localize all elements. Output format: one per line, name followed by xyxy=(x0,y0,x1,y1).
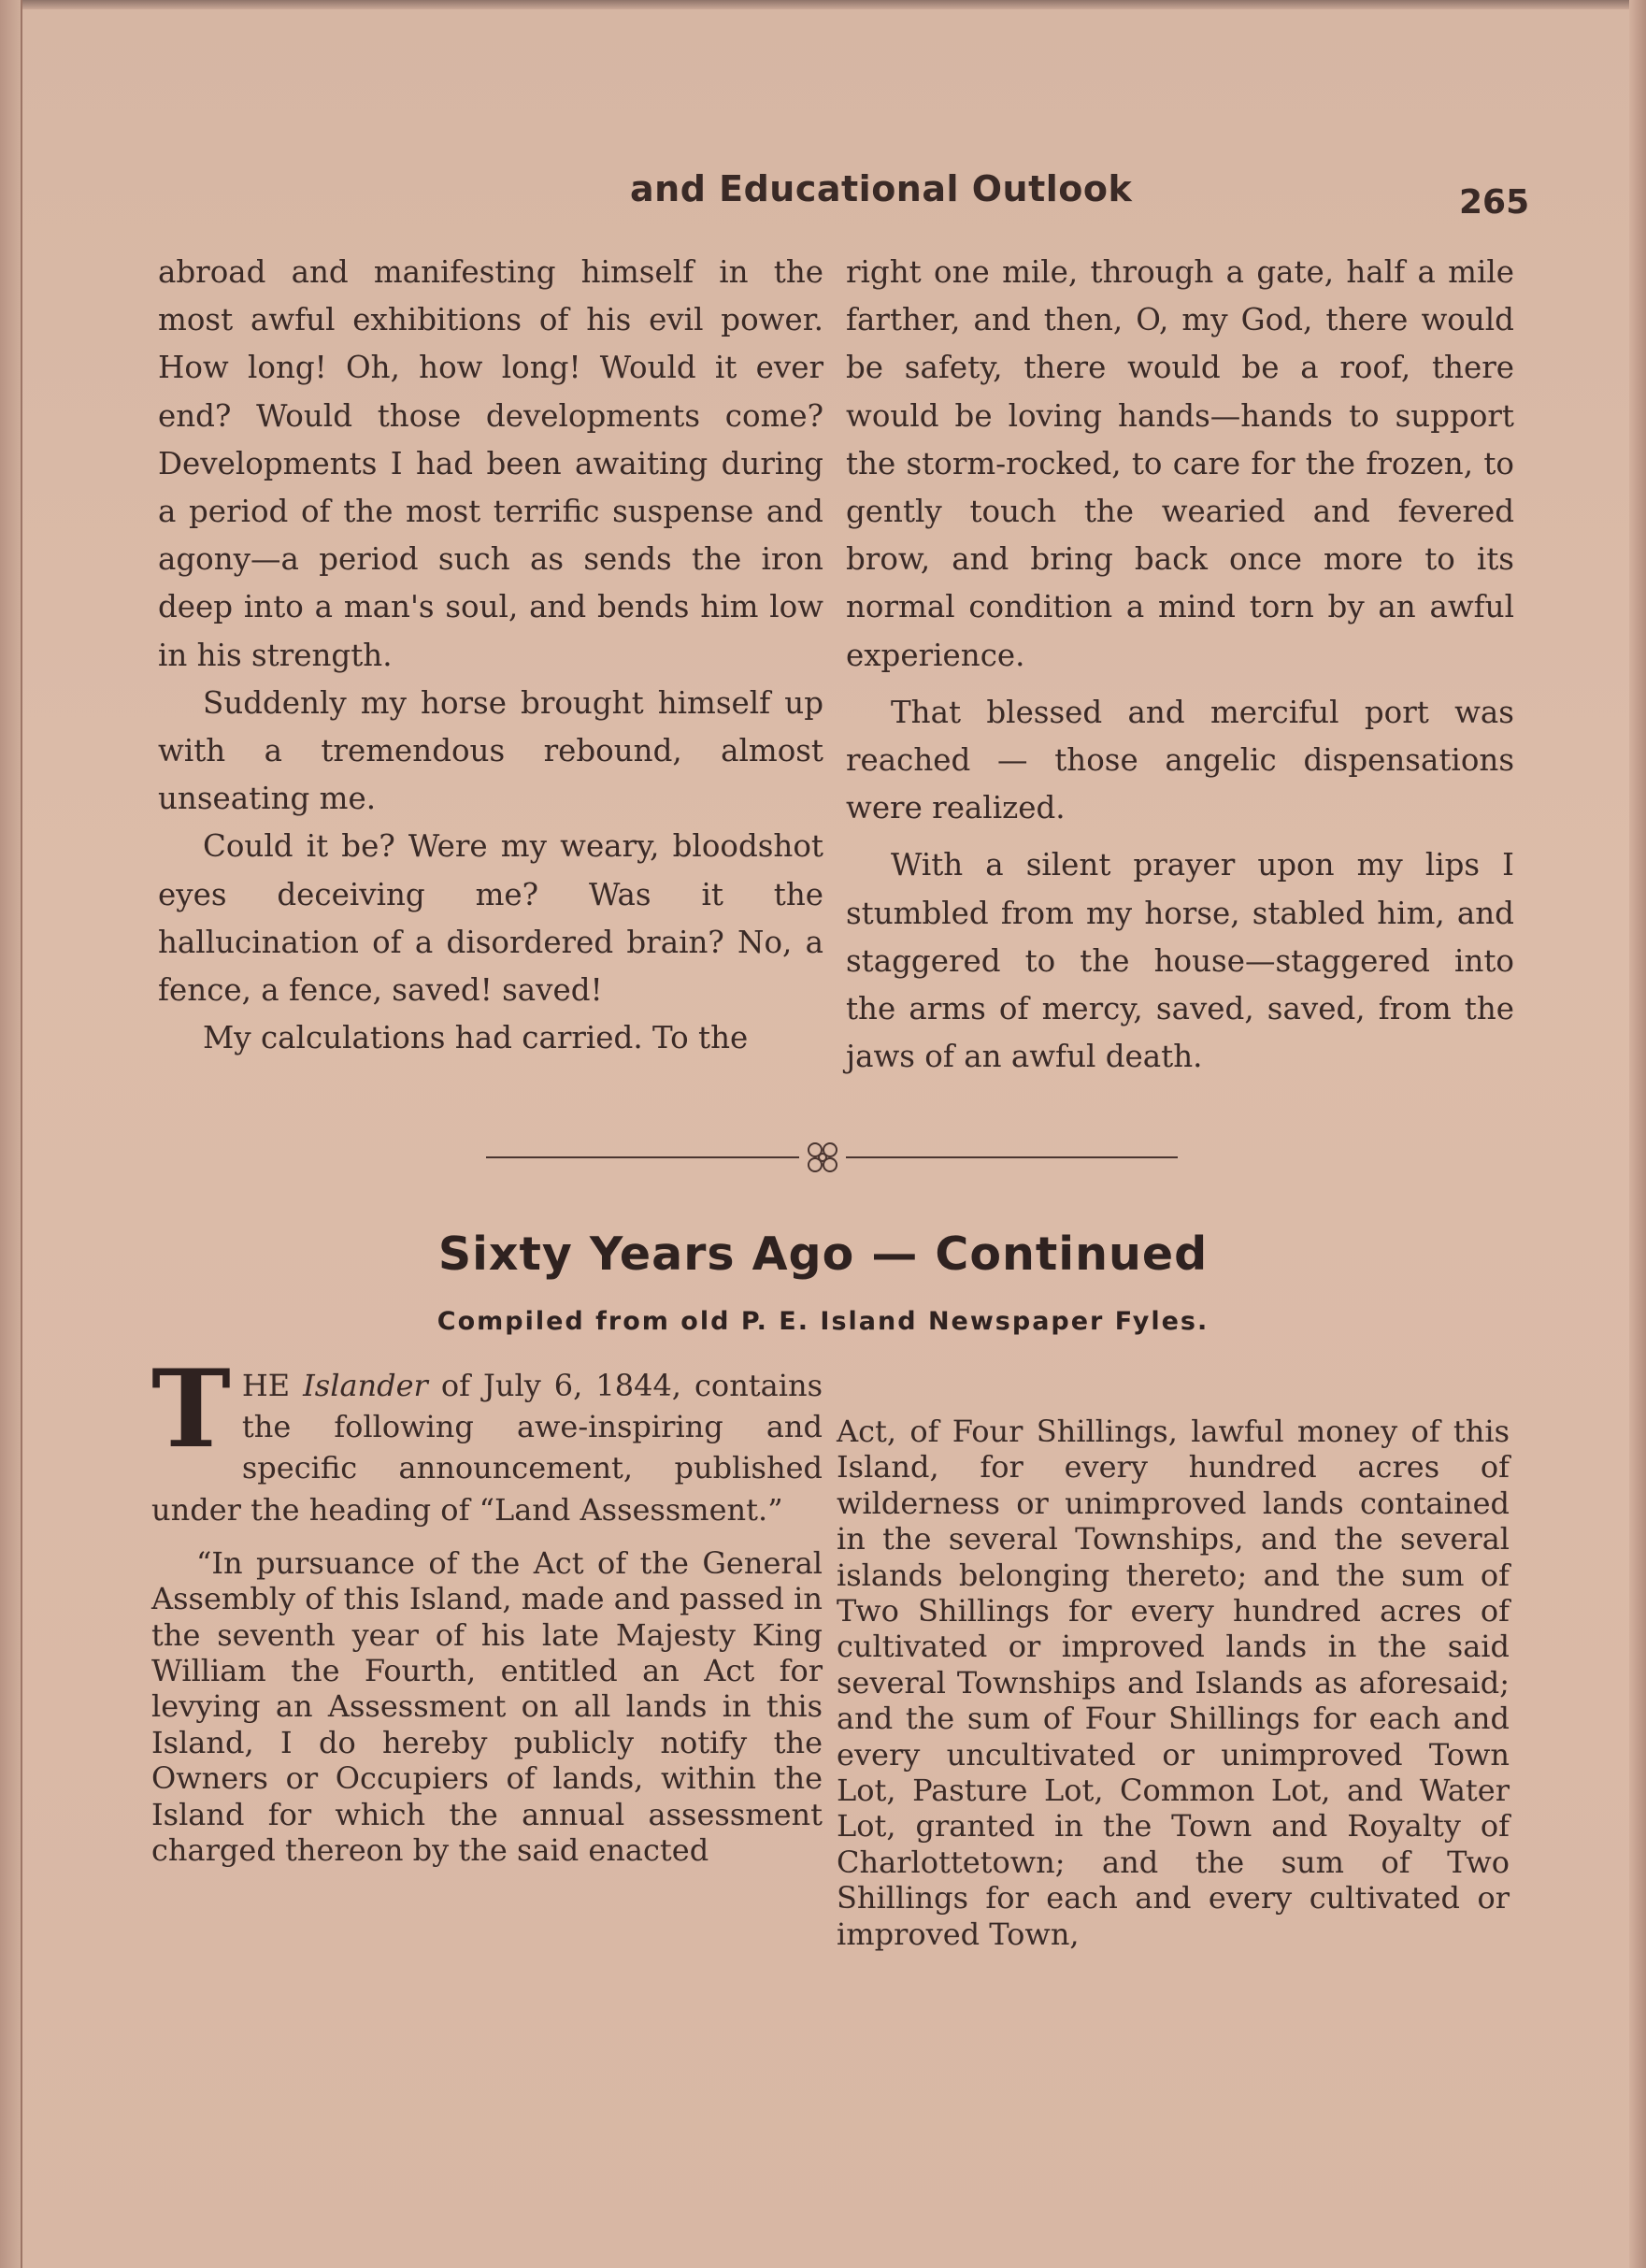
paragraph: “In pursuance of the Act of the General Assembly of this Island, made and passed in the seventh year of his late Majesty King William the Fourth, entitled an Act for levying an Assessment on all lands in this Island, I do hereby publicly notify the Owners or Occupiers of lands, within the Island for which the annual assessment charged thereon by the said enacted xyxy=(151,1544,823,1869)
paragraph: With a silent prayer upon my lips I stumbled from my horse, stabled him, and staggered to the house—staggered into the arms of mercy, saved, saved, from the jaws of an awful death. xyxy=(846,847,1514,1075)
section-title: Sixty Years Ago — Continued xyxy=(437,1227,1209,1281)
lower-left-column xyxy=(151,1346,823,1869)
paragraph xyxy=(151,1346,823,1530)
running-head: and Educational Outlook xyxy=(630,168,1133,209)
paragraph: Could it be? Were my weary, bloodshot eyes deceiving me? Was it the hallucination of a disordered brain? No, a fence, a fence, saved! saved! xyxy=(158,828,823,1009)
newspaper-name: Islander xyxy=(303,1368,428,1403)
paragraph: Suddenly my horse brought himself up with a tremendous rebound, almost unseating me. xyxy=(158,684,823,817)
paragraph: abroad and manifesting himself in the most awful exhibitions of his evil power. How long! Oh, how long! Would it ever end? Would those developments come? Developments I had been awaiting during a period of the most terrific suspense and agony—a period such as sends the iron deep into a man's soul, and bends him low in his strength. xyxy=(158,254,823,673)
paragraph: Act, of Four Shillings, lawful money of this Island, for every hundred acres of wilderness or unimproved lands contained in the several Townships, and the several islands belonging thereto; and the sum of Two Shillings for every hundred acres of cultivated or improved lands in the said several Townships and Islands as aforesaid; and the sum of Four Shillings for each and every uncultivated or unimproved Town Lot, Pasture Lot, Common Lot, and Water Lot, granted in the Town and Royalty of Charlottetown; and the sum of Two Shillings for each and every cultivated or improved Town, xyxy=(837,1414,1510,1952)
lower-right-column xyxy=(837,1414,1510,1952)
upper-left-column xyxy=(158,249,823,1062)
page-right-edge xyxy=(1629,0,1646,2268)
drop-cap: T xyxy=(151,1346,231,1471)
paragraph-start: HE xyxy=(241,1368,304,1403)
section-subtitle: Compiled from old P. E. Island Newspaper Fyles. xyxy=(437,1307,1209,1336)
paragraph: right one mile, through a gate, half a mile farther, and then, O, my God, there would be safety, there would be a roof, there would be loving hands—hands to support the storm-rocked, to care for the frozen, to gently touch the wearied and fevered brow, and bring back once more to its normal condition a mind torn by an awful experience. xyxy=(846,254,1514,673)
paragraph-rest: of July 6, 1844, contains the following awe-inspiring and specific announcement, published under the heading of “Land Assessment.” xyxy=(151,1368,823,1528)
upper-right-column xyxy=(846,249,1514,1081)
page-top-edge xyxy=(0,0,1646,9)
page-number: 265 xyxy=(1459,183,1530,222)
paragraph: My calculations had carried. To the xyxy=(203,1020,749,1056)
page-binding-edge xyxy=(0,0,22,2268)
section-divider-ornament-icon xyxy=(467,1129,1178,1185)
paragraph: That blessed and merciful port was reached — those angelic dispensations were realized. xyxy=(846,694,1514,826)
